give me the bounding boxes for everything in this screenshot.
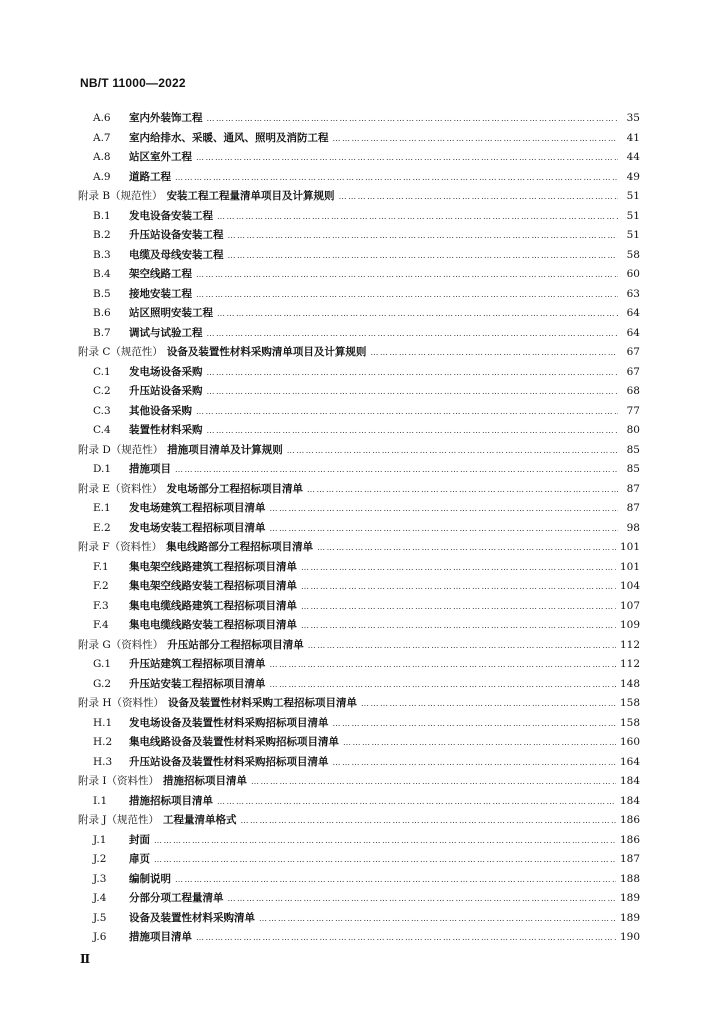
toc-section-entry[interactable] — [78, 656, 640, 676]
table-of-contents — [78, 110, 640, 949]
toc-entry-title: 调试与试验工程 — [129, 326, 203, 339]
toc-entry-number: E.1 — [93, 502, 111, 514]
toc-appendix-entry[interactable] — [78, 442, 640, 462]
dot-leader — [196, 153, 618, 162]
dot-leader — [270, 524, 619, 533]
toc-appendix-entry[interactable] — [78, 773, 640, 793]
toc-entry-number: J.4 — [93, 892, 107, 904]
toc-entry-number: C.4 — [93, 424, 111, 436]
toc-entry-number: B.4 — [93, 268, 111, 280]
toc-entry-number: B.3 — [93, 248, 111, 261]
toc-entry-number: F.4 — [93, 619, 109, 631]
toc-entry-title: 升压站设备及装置性材料采购招标项目清单 — [129, 755, 329, 768]
toc-section-entry[interactable] — [78, 266, 640, 286]
toc-entry-number: C.3 — [93, 404, 111, 417]
toc-entry-page: 41 — [626, 131, 640, 144]
toc-entry-page: 104 — [619, 580, 640, 592]
toc-entry-page: 44 — [626, 151, 640, 163]
toc-section-entry[interactable] — [78, 676, 640, 696]
toc-section-entry[interactable] — [78, 890, 640, 910]
toc-section-entry[interactable] — [78, 110, 640, 130]
toc-entry-page: 60 — [626, 268, 640, 280]
toc-entry-page: 101 — [619, 541, 640, 553]
dot-leader — [361, 699, 616, 708]
dot-leader — [301, 582, 616, 591]
toc-entry-number: H.1 — [93, 716, 113, 729]
toc-entry-page: 189 — [619, 911, 640, 924]
toc-entry-page: 64 — [626, 307, 640, 319]
toc-section-entry[interactable] — [78, 715, 640, 735]
toc-section-entry[interactable] — [78, 130, 640, 150]
toc-entry-page: 67 — [626, 365, 640, 378]
toc-section-entry[interactable] — [78, 754, 640, 774]
toc-entry-title: 其他设备采购 — [129, 404, 192, 417]
toc-entry-title: 设备及装置性材料采购清单 — [129, 911, 255, 924]
toc-entry-number: J.3 — [93, 872, 107, 885]
toc-entry-title: 发电场设备采购 — [129, 365, 203, 378]
dot-leader — [333, 134, 619, 143]
toc-entry-page: 158 — [619, 697, 640, 709]
toc-entry-page: 190 — [619, 931, 640, 943]
dot-leader — [287, 446, 618, 455]
toc-entry-title: 发电场设备及装置性材料采购招标项目清单 — [129, 716, 329, 729]
toc-entry-page: 184 — [619, 775, 640, 787]
toc-section-entry[interactable] — [78, 793, 640, 813]
toc-entry-title: 设备及装置性材料采购工程招标项目清单 — [168, 697, 357, 709]
toc-entry-title: 集电架空线路建筑工程招标项目清单 — [129, 560, 297, 573]
dot-leader — [217, 212, 618, 221]
toc-entry-title: 发电场建筑工程招标项目清单 — [129, 502, 266, 514]
toc-entry-page: 101 — [619, 560, 640, 573]
dot-leader — [339, 192, 618, 201]
dot-leader — [207, 426, 619, 435]
dot-leader — [270, 680, 616, 689]
toc-entry-title: 集电线路部分工程招标项目清单 — [166, 541, 314, 553]
dot-leader — [217, 309, 618, 318]
toc-entry-number: F.2 — [93, 580, 109, 592]
toc-entry-title: 站区室外工程 — [129, 151, 192, 163]
toc-entry-number: 附录 H（资料性） — [78, 697, 164, 709]
toc-entry-page: 85 — [626, 443, 640, 456]
toc-entry-page: 80 — [626, 424, 640, 436]
toc-entry-number: G.2 — [93, 677, 112, 690]
toc-entry-page: 51 — [626, 229, 640, 241]
dot-leader — [259, 914, 616, 923]
toc-section-entry[interactable] — [78, 910, 640, 930]
dot-leader — [333, 719, 616, 728]
toc-section-entry[interactable] — [78, 227, 640, 247]
toc-section-entry[interactable] — [78, 832, 640, 852]
dot-leader — [228, 894, 616, 903]
toc-entry-number: E.2 — [93, 521, 111, 534]
dot-leader — [251, 777, 616, 786]
toc-section-entry[interactable] — [78, 325, 640, 345]
toc-entry-title: 分部分项工程量清单 — [129, 892, 224, 904]
toc-entry-number: B.7 — [93, 326, 111, 339]
toc-appendix-entry[interactable] — [78, 695, 640, 715]
toc-entry-page: 35 — [626, 112, 640, 124]
dot-leader — [207, 329, 619, 338]
toc-entry-title: 架空线路工程 — [129, 268, 192, 280]
dot-leader — [207, 368, 619, 377]
toc-entry-title: 发电场安装工程招标项目清单 — [129, 521, 266, 534]
dot-leader — [308, 641, 616, 650]
toc-appendix-entry[interactable] — [78, 481, 640, 501]
toc-entry-number: C.1 — [93, 365, 111, 378]
document-code-header: NB/T 11000—2022 — [80, 76, 186, 90]
toc-entry-page: 68 — [626, 385, 640, 397]
toc-entry-title: 道路工程 — [129, 170, 171, 183]
toc-entry-title: 室内外装饰工程 — [129, 112, 203, 124]
toc-entry-page: 184 — [619, 794, 640, 807]
toc-entry-number: B.6 — [93, 307, 111, 319]
toc-entry-number: J.6 — [93, 931, 107, 943]
dot-leader — [175, 173, 618, 182]
toc-section-entry[interactable] — [78, 461, 640, 481]
toc-entry-page: 77 — [626, 404, 640, 417]
toc-entry-page: 58 — [626, 248, 640, 261]
toc-appendix-entry[interactable] — [78, 812, 640, 832]
toc-entry-page: 87 — [626, 482, 640, 495]
toc-entry-page: 112 — [619, 658, 640, 670]
toc-section-entry[interactable] — [78, 383, 640, 403]
toc-section-entry[interactable] — [78, 617, 640, 637]
toc-entry-number: A.8 — [93, 151, 111, 163]
toc-entry-number: B.2 — [93, 229, 111, 241]
toc-section-entry[interactable] — [78, 851, 640, 871]
dot-leader — [317, 543, 616, 552]
toc-entry-page: 112 — [619, 638, 640, 651]
toc-entry-title: 集电电缆线路建筑工程招标项目清单 — [129, 599, 297, 612]
toc-entry-page: 158 — [619, 716, 640, 729]
toc-entry-title: 接地安装工程 — [129, 287, 192, 300]
toc-section-entry[interactable] — [78, 578, 640, 598]
toc-appendix-entry[interactable] — [78, 344, 640, 364]
toc-entry-number: B.5 — [93, 287, 111, 300]
dot-leader — [270, 660, 616, 669]
toc-section-entry[interactable] — [78, 929, 640, 949]
toc-section-entry[interactable] — [78, 364, 640, 384]
dot-leader — [207, 387, 619, 396]
toc-entry-page: 98 — [626, 521, 640, 534]
toc-entry-page: 186 — [619, 814, 640, 826]
dot-leader — [270, 504, 619, 513]
toc-entry-number: J.1 — [93, 833, 107, 846]
toc-section-entry[interactable] — [78, 305, 640, 325]
dot-leader — [301, 563, 616, 572]
toc-appendix-entry[interactable] — [78, 539, 640, 559]
dot-leader — [154, 855, 616, 864]
toc-entry-title: 设备及装置性材料采购清单项目及计算规则 — [166, 346, 367, 358]
toc-entry-title: 升压站部分工程招标项目清单 — [167, 638, 304, 651]
toc-entry-page: 189 — [619, 892, 640, 904]
toc-section-entry[interactable] — [78, 208, 640, 228]
dot-leader — [307, 485, 618, 494]
toc-entry-page: 63 — [626, 287, 640, 300]
toc-section-entry[interactable] — [78, 169, 640, 189]
toc-entry-number: H.3 — [93, 755, 113, 768]
toc-entry-page: 187 — [619, 853, 640, 865]
toc-entry-number: G.1 — [93, 658, 112, 670]
dot-leader — [301, 621, 616, 630]
toc-entry-number: J.5 — [93, 911, 107, 924]
toc-entry-page: 186 — [619, 833, 640, 846]
toc-entry-number: 附录 G（资料性） — [78, 638, 164, 651]
dot-leader — [207, 114, 619, 123]
toc-entry-page: 164 — [619, 755, 640, 768]
toc-entry-number: I.1 — [93, 794, 108, 807]
toc-section-entry[interactable] — [78, 403, 640, 423]
toc-entry-title: 升压站设备安装工程 — [129, 229, 224, 241]
toc-section-entry[interactable] — [78, 598, 640, 618]
toc-entry-number: 附录 J（规范性） — [78, 814, 160, 826]
dot-leader — [228, 231, 619, 240]
toc-entry-title: 集电线路设备及装置性材料采购招标项目清单 — [129, 736, 339, 748]
toc-entry-number: B.1 — [93, 209, 111, 222]
toc-entry-title: 升压站设备采购 — [129, 385, 203, 397]
toc-entry-title: 升压站安装工程招标项目清单 — [129, 677, 266, 690]
dot-leader — [228, 251, 619, 260]
toc-entry-page: 51 — [626, 190, 640, 202]
toc-section-entry[interactable] — [78, 500, 640, 520]
dot-leader — [196, 270, 618, 279]
dot-leader — [301, 602, 616, 611]
dot-leader — [343, 738, 616, 747]
toc-entry-number: J.2 — [93, 853, 107, 865]
toc-section-entry[interactable] — [78, 422, 640, 442]
dot-leader — [196, 933, 616, 942]
toc-entry-page: 51 — [626, 209, 640, 222]
toc-entry-number: 附录 C（规范性） — [78, 346, 163, 358]
toc-appendix-entry[interactable] — [78, 188, 640, 208]
toc-section-entry[interactable] — [78, 734, 640, 754]
dot-leader — [333, 758, 616, 767]
toc-entry-page: 160 — [619, 736, 640, 748]
page-number: Ⅱ — [80, 952, 91, 966]
toc-entry-title: 措施项目清单及计算规则 — [167, 443, 283, 456]
toc-entry-page: 107 — [619, 599, 640, 612]
toc-entry-number: H.2 — [93, 736, 113, 748]
toc-section-entry[interactable] — [78, 286, 640, 306]
toc-entry-title: 发电场部分工程招标项目清单 — [166, 482, 304, 495]
dot-leader — [370, 348, 618, 357]
toc-entry-title: 室内给排水、采暖、通风、照明及消防工程 — [129, 131, 329, 144]
toc-entry-title: 发电设备安装工程 — [129, 209, 213, 222]
dot-leader — [196, 407, 618, 416]
toc-entry-title: 措施招标项目清单 — [163, 775, 247, 787]
dot-leader — [175, 465, 618, 474]
toc-entry-number: A.7 — [93, 131, 111, 144]
toc-entry-page: 49 — [626, 170, 640, 183]
toc-entry-number: A.6 — [93, 112, 111, 124]
toc-section-entry[interactable] — [78, 559, 640, 579]
toc-entry-page: 64 — [626, 326, 640, 339]
toc-entry-page: 85 — [626, 463, 640, 475]
toc-entry-title: 集电架空线路安装工程招标项目清单 — [129, 580, 297, 592]
toc-entry-number: 附录 E（资料性） — [78, 482, 163, 495]
toc-entry-title: 站区照明安装工程 — [129, 307, 213, 319]
toc-section-entry[interactable] — [78, 247, 640, 267]
toc-entry-title: 升压站建筑工程招标项目清单 — [129, 658, 266, 670]
toc-entry-number: F.3 — [93, 599, 109, 612]
toc-section-entry[interactable] — [78, 520, 640, 540]
toc-entry-page: 109 — [619, 619, 640, 631]
toc-entry-page: 67 — [626, 346, 640, 358]
dot-leader — [175, 875, 616, 884]
toc-entry-title: 编制说明 — [129, 872, 171, 885]
dot-leader — [154, 836, 616, 845]
toc-entry-page: 87 — [626, 502, 640, 514]
toc-entry-number: 附录 I（资料性） — [78, 775, 159, 787]
toc-entry-number: 附录 D（规范性） — [78, 443, 164, 456]
toc-entry-number: F.1 — [93, 560, 109, 573]
toc-section-entry[interactable] — [78, 149, 640, 169]
toc-entry-page: 188 — [619, 872, 640, 885]
toc-entry-number: D.1 — [93, 463, 112, 475]
toc-entry-number: 附录 F（资料性） — [78, 541, 163, 553]
toc-appendix-entry[interactable] — [78, 637, 640, 657]
toc-entry-title: 工程量清单格式 — [163, 814, 237, 826]
toc-entry-title: 装置性材料采购 — [129, 424, 203, 436]
toc-entry-number: 附录 B（规范性） — [78, 190, 163, 202]
toc-entry-title: 措施招标项目清单 — [129, 794, 213, 807]
toc-entry-title: 集电电缆线路安装工程招标项目清单 — [129, 619, 297, 631]
toc-entry-number: A.9 — [93, 170, 111, 183]
toc-entry-page: 148 — [619, 677, 640, 690]
toc-entry-title: 措施项目清单 — [129, 931, 192, 943]
toc-entry-title: 电缆及母线安装工程 — [129, 248, 224, 261]
dot-leader — [217, 797, 616, 806]
toc-section-entry[interactable] — [78, 871, 640, 891]
dot-leader — [196, 290, 618, 299]
toc-entry-title: 措施项目 — [129, 463, 171, 475]
toc-entry-number: C.2 — [93, 385, 111, 397]
toc-entry-title: 安装工程工程量清单项目及计算规则 — [166, 190, 335, 202]
dot-leader — [241, 816, 616, 825]
toc-entry-title: 封面 — [129, 833, 150, 846]
toc-entry-title: 扉页 — [129, 853, 150, 865]
